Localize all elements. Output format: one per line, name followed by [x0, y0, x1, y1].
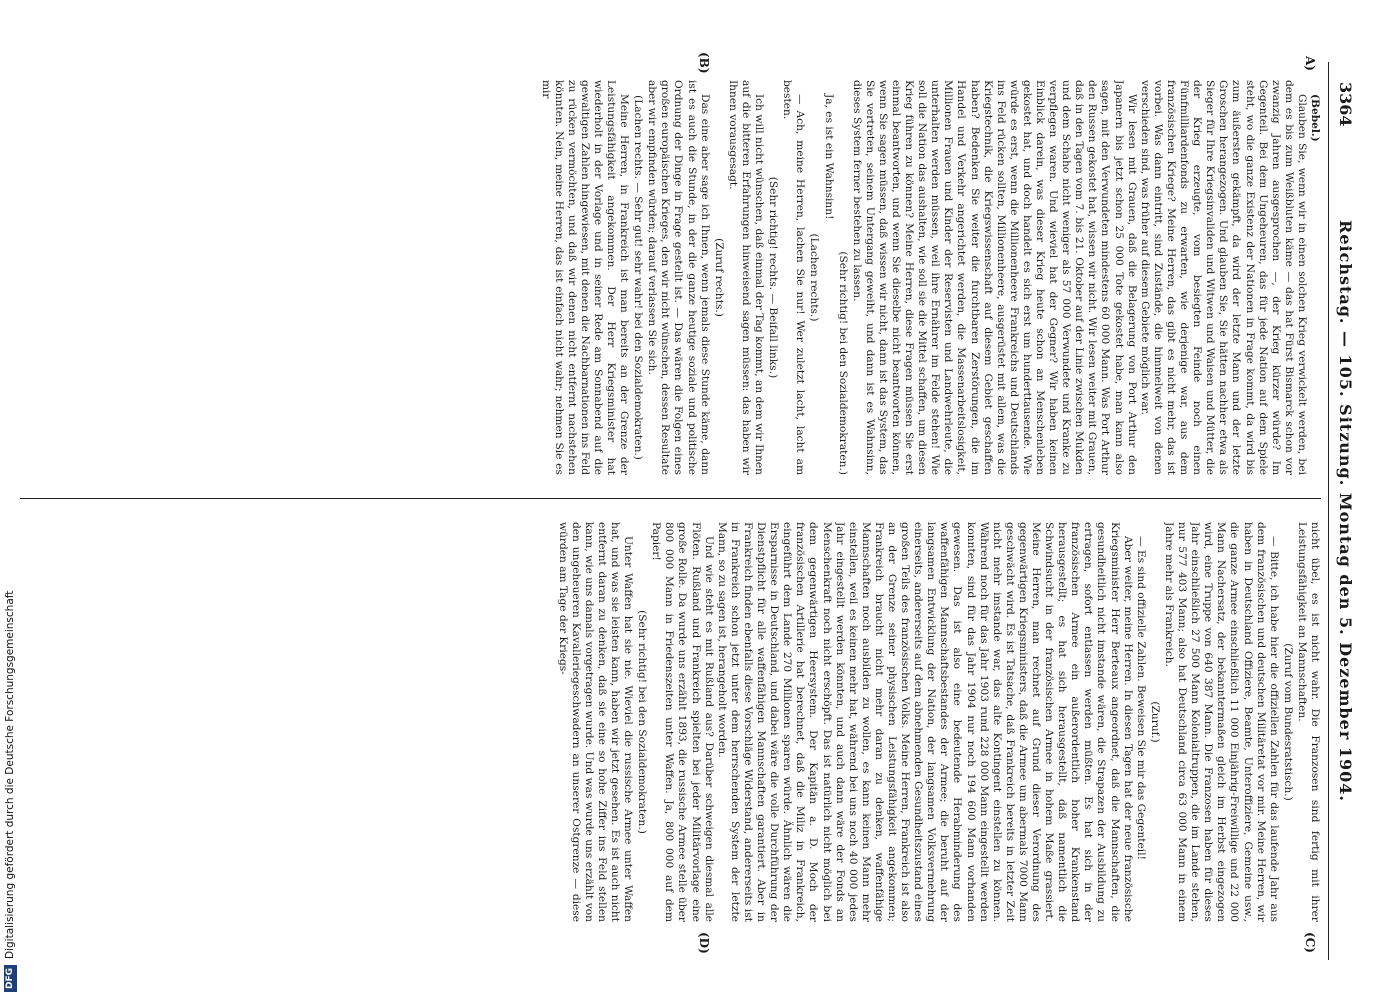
- paragraph: Ja, es ist ein Wahnsinn!: [822, 94, 835, 220]
- interjection: (Zuruf vom Bundesratstisch.): [1281, 643, 1294, 801]
- interjection: (Sehr richtig! rechts. — Beifall links.): [767, 176, 780, 379]
- margin-mark-c: (C): [1303, 932, 1317, 953]
- interjection: (Zuruf rechts.): [712, 238, 725, 317]
- margin-mark-a: A): [1303, 56, 1317, 71]
- margin-mark-d: (D): [697, 932, 711, 954]
- interjection: (Lachen rechts.): [808, 233, 821, 322]
- interjection: (Sehr richtig! bei den Sozialdemokraten.): [636, 610, 649, 834]
- paragraph: Ich will nicht wünschen, daß einmal der Tag kommt, an dem wir Ihnen auf die bitteren Erfahrungen hinweisend sagen müssen: das haben wir Ihnen vorausgesagt.: [726, 80, 766, 475]
- page-header: [1328, 62, 1359, 960]
- paragraph: Glauben Sie, wenn wir in einen solchen Krieg verwickelt werden, bei dem es bis zum Weißbluten käme — das hat Fürst Bismarck schon vor zwanzig Jahren ausgesprochen —, der Krieg kürzer würde? Im Gegenteil. Bei dem Ungeheuren, das für jede Nation auf dem Spiele steht, wo die ganze Existenz der Nationen in Frage kommt, da wird bis zum äußersten gekämpft, da wird der letzte Mann und der letzte Groschen herangezogen. Und glauben Sie, Sie hätten nachher etwa als Sieger für Ihre Kriegsinvaliden und Witwen und Waisen und Mütter, die der Krieg erzeugte, vom besiegten Feinde noch einen Fünfmilliardenfonds zu erwarten, wie derjenige war, aus dem französischen Kriege? Meine Herren, das gibt es nicht mehr, das ist vorbei. Was dann eintritt, sind Zustände, die himmelweit von denen verschieden sind, was früher auf diesem Gebiete möglich war.: [1138, 80, 1308, 475]
- speaker-name: (Bebel.): [1309, 94, 1321, 142]
- left-column: [18, 80, 1321, 475]
- column-divider: [20, 498, 1321, 499]
- paragraph: Aber weiter, meine Herren. In diesen Tagen hat der neue französische Kriegsminister Herr Berteaux angeordnet, daß die Mannschaften, die gesundheitlich nicht imstande wären, die Strapazen der Ausbildung zu ertragen, sofort entlassen werden müßten. Es hat sich in der französischen Armee ein außerordentlich hoher Krankenstand herausgestellt; es hat sich herausgestellt, daß namentlich die Schwindsucht in der französischen Armee in hohem Maße grassiert. Meine Herren, man rechnet auf Grund dieser Verordnung des gegenwärtigen Kriegsministers, daß die Armee um abermals 7000 Mann geschwächt wird. Es ist Tatsache, daß Frankreich bereits in letzter Zeit nicht mehr imstande war, das alte Kontingent einstellen zu können. Während noch für das Jahr 1903 rund 228 000 Mann eingestellt werden konnten, sind für das Jahr 1904 nur noch 194 600 Mann vorhanden gewesen. Das ist also eine bedeutende Herabminderung des waffenfähigen Mannschaftsbestandes der Armee; die beruht auf der langsamen Entwicklung der Nation, der langsamen Volksvermehrung einerseits, andererseits auf dem abnehmenden Gesundheitszustand eines großen Teils des französischen Volks. Meine Herren, Frankreich ist also an der Grenze seiner physischen Leistungsfähigkeit angekommen; Frankreich braucht nicht mehr daran zu denken, waffenfähige Mannschaften noch ausbilden zu wollen, es kann keinen Mann mehr einstellen, weil es keinen mehr hat, während bei uns noch 40 000 jedes Jahr eingestellt werden könnten, und auch dann wäre der Fonds an Menschenkraft noch nicht erschöpft. Das ist natürlich nicht möglich bei dem gegenwärtigen Heersystem. Der Kapitän a. D. Moch der französischen Artillerie hat berechnet, daß die Miliz in Frankreich, eingeführt dem Lande 270 Millionen sparen würde. Ähnlich wären die Ersparnisse in Deutschland, und dabei wäre die volle Durchführung der Dienstpflicht für alle waffenfähigen Mannschaften garantiert. Aber in Frankreich finden ebenfalls diese Vorschläge Widerstand, andererseits ist in Frankreich schon jetzt unter dem herrschenden System der letzte Mann, so zu sagen ist, herangeholt worden.: [715, 522, 1134, 922]
- interjection: (Lachen rechts. — Sehr gut! sehr wahr! bei den Sozialdemokraten.): [632, 95, 645, 460]
- paragraph: — Bitte, ich habe hier die offiziellen Zahlen für das laufende Jahr aus dem französischen und deutschen Militäretat vor mir. Meine Herren, wir haben in Deutschland Offiziere, Beamte, Unteroffiziere, Gemeine usw., die ganze Armee einschließlich 11 000 Einjährig-Freiwillige und 22 000 Mann Nachersatz, der bekanntermaßen gleich im Herbst eingezogen wird, eine Truppe von 640 387 Mann. Die Franzosen haben für dieses Jahr einschließlich 27 500 Mann Kolonialtruppen, die im Lande stehen, nur 577 403 Mann; also hat Deutschland circa 63 000 Mann in einem Jahre mehr als Frankreich.: [1162, 522, 1280, 922]
- page-title: Reichstag. — 105. Sitzung. Montag den 5. Dezember 1904.: [1336, 220, 1355, 802]
- credit-text: Digitalisierung gefördert durch die Deutsche Forschungsgemeinschaft: [4, 590, 16, 959]
- paragraph: Wir lesen mit Grauen, daß die Belagerung von Port Arthur den Japanern bis jetzt schon 25 000 Tote gekostet habe, man kann also sagen, mit den Verwundeten mindestens 60 000 Mann. Was Port Arthur den Russen gekostet hat, wissen wir nicht. Wir lesen weiter mit Grauen, daß in den Tagen vom 7. bis 21. Oktober auf der Linie zwischen Mukden und dem Schaho nicht weniger als 57 000 Verwundete und Kranke zu verpflegen waren. Und wieviel hat der Gegner? Wir haben keinen Einblick darein, was dieser Krieg heute schon an Menschenleben gekostet hat, und doch handelt es sich erst um hunderttausende. Wie würde es erst, wenn die Millionenheere Frankreichs und Deutschlands ins Feld rücken sollten, Millionenheere, ausgerüstet mit allem, was die Kriegstechnik, die Kriegswissenschaft auf diesem Gebiet geschaffen haben? Bedenken Sie weiter die furchtbaren Zerstörungen, die im Handel und Verkehr angerichtet werden, die Massenarbeitslosigkeit, Millionen Frauen und Kinder der Reservisten und Landwehrleute, die unterhalten werden müssen, weil ihre Ernährer im Felde stehen! Wie soll die Nation das aushalten, wie soll sie die Mittel schaffen, um diesen Krieg führen zu können? Meine Herren, diese Fragen müssen Sie erst einmal beantworten, und wenn Sie dieselbe nicht beantworten können, wenn Sie sagen müssen, daß wissen wir nicht, dann ist das System, das Sie vertreten, seinem Untergang geweiht, und dann ist es Wahnsinn, dieses System ferner bestehen zu lassen.: [850, 80, 1138, 475]
- paragraph: Und wie steht es mit Rußland aus? Darüber schweigen diesmal alle Flöten. Rußland und Frankreich spielten bei jeder Militärvorlage eine große Rolle. Da wurde uns erzählt 1893, die russische Armee stelle über 800 000 Mann in Friedenszeiten unter Waffen. Ja, 800 000 auf dem Papier!: [650, 522, 715, 922]
- paragraph: Das eine aber sage ich Ihnen, wenn jemals diese Stunde käme, dann ist es auch die Stunde, in der die ganze heutige soziale und politische Ordnung der Dinge in Frage gestellt ist. — Das wären die Folgen eines großen europäischen Krieges, den wir nicht wünschen, dessen Resultate aber wir empfinden würden; darauf verlassen Sie sich.: [646, 80, 711, 475]
- paragraph: — Ach, meine Herren, lachen Sie nur! Wer zuletzt lacht, lacht am besten.: [781, 80, 807, 475]
- paragraph: Meine Herren, in Frankreich ist man bereits an der Grenze der Leistungsfähigkeit angekommen. Der Herr Kriegsminister hat wiederholt in der Vorlage und in seiner Rede am Sonnabend auf die gewaltigen Zahlen hingewiesen, mit denen die Nachbarnationen ins Feld zu rücken vermöchten, und daß wir denen nicht entfernt nachstehen könnten. Nein, meine Herren, das ist einfach nicht wahr; nehmen Sie es mir: [539, 80, 631, 475]
- paragraph: Unter Waffen hat sie nie. Wieviel die russische Armee unter Waffen hat, und was sie leisten kann, haben wir jetzt gesehen. Es ist auch nicht entfernt daran zu denken, daß sie eine so hohe Ziffer ins Feld stellen kann, wie uns damals vorgetragen wurde. Und was wurde uns erzählt von den ungeheueren Kavalleriegeschwadern an unserer Ostgrenze — diese würden am Tage der Kriegs-: [556, 522, 635, 922]
- page-number: 3364: [1336, 82, 1355, 127]
- paragraph: nicht übel, es ist nicht wahr. Die Franzosen sind fertig mit ihrer Leistungsfähigkeit an Mannschaften.: [1295, 522, 1321, 922]
- dfg-logo: DFG: [4, 965, 17, 992]
- paragraph: — Es sind offizielle Zahlen. Beweisen Sie mir das Gegenteil!: [1134, 536, 1147, 860]
- interjection: (Sehr richtig! bei den Sozialdemokraten.): [836, 251, 849, 475]
- margin-mark-b: (B): [697, 52, 711, 74]
- interjection: (Zuruf.): [1148, 701, 1161, 743]
- right-column: [18, 522, 1321, 922]
